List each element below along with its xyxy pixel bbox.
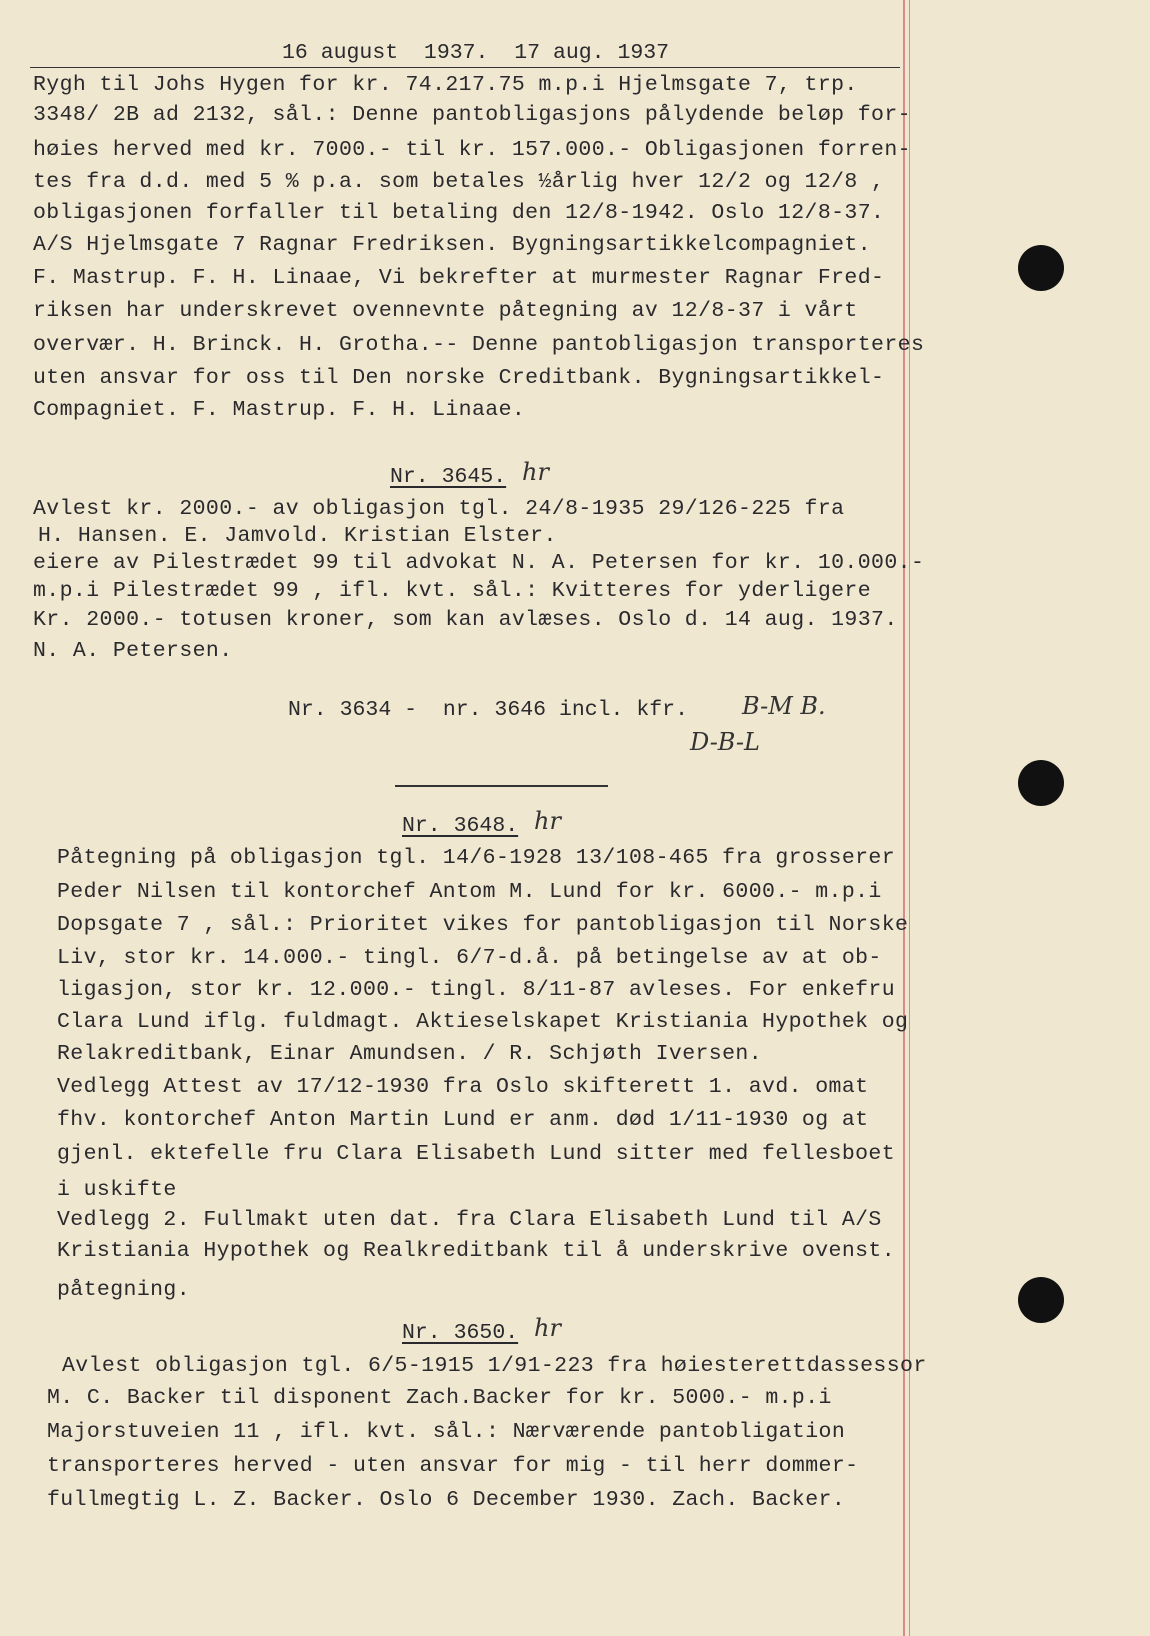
- text-line: Clara Lund iflg. fuldmagt. Aktieselskapet Kristiania Hypothek og: [57, 1010, 909, 1034]
- text-line: riksen har underskrevet ovennevnte påtegning av 12/8-37 i vårt: [33, 299, 858, 323]
- text-line: overvær. H. Brinck. H. Grotha.-- Denne pantobligasjon transporteres: [33, 333, 925, 357]
- text-line: Peder Nilsen til kontorchef Antom M. Lund for kr. 6000.- m.p.i: [57, 880, 882, 904]
- text-line: Relakreditbank, Einar Amundsen. / R. Schjøth Iversen.: [57, 1042, 763, 1066]
- text-line: Compagniet. F. Mastrup. F. H. Linaae.: [33, 398, 526, 422]
- separator-rule: [395, 785, 608, 787]
- text-line: ligasjon, stor kr. 12.000.- tingl. 8/11-87 avleses. For enkefru: [57, 978, 896, 1002]
- margin-line: [909, 0, 910, 1636]
- text-line: Rygh til Johs Hygen for kr. 74.217.75 m.p.i Hjelmsgate 7, trp.: [33, 73, 858, 97]
- punch-hole: [1018, 1277, 1064, 1323]
- handwritten-signature: B-M B.: [742, 692, 826, 720]
- text-line: Vedlegg 2. Fullmakt uten dat. fra Clara Elisabeth Lund til A/S: [57, 1208, 882, 1232]
- handwritten-initials: hr: [522, 458, 549, 486]
- entry-number-3648: Nr. 3648.: [402, 814, 519, 838]
- text-line: påtegning.: [57, 1278, 191, 1302]
- text-line: Kristiania Hypothek og Realkreditbank til å underskrive ovenst.: [57, 1239, 896, 1263]
- text-line: fullmegtig L. Z. Backer. Oslo 6 December 1930. Zach. Backer.: [47, 1488, 846, 1512]
- text-line: eiere av Pilestrædet 99 til advokat N. A. Petersen for kr. 10.000.-: [33, 551, 925, 575]
- text-line: A/S Hjelmsgate 7 Ragnar Fredriksen. Bygningsartikkelcompagniet.: [33, 233, 872, 257]
- text-line: gjenl. ektefelle fru Clara Elisabeth Lund sitter med fellesboet: [57, 1142, 896, 1166]
- text-line: tes fra d.d. med 5 % p.a. som betales ½årlig hver 12/2 og 12/8 ,: [33, 170, 885, 194]
- entry-number-3650: Nr. 3650.: [402, 1321, 519, 1345]
- punch-hole: [1018, 760, 1064, 806]
- text-line: Liv, stor kr. 14.000.- tingl. 6/7-d.å. på betingelse av at ob-: [57, 946, 882, 970]
- text-line: i uskifte: [57, 1178, 177, 1202]
- text-line: 3348/ 2B ad 2132, sål.: Denne pantobligasjons pålydende beløp for-: [33, 103, 911, 127]
- text-line: Majorstuveien 11 , ifl. kvt. sål.: Nærværende pantobligation: [47, 1420, 846, 1444]
- text-line: M. C. Backer til disponent Zach.Backer for kr. 5000.- m.p.i: [47, 1386, 832, 1410]
- handwritten-initials: hr: [534, 807, 561, 835]
- text-line: Vedlegg Attest av 17/12-1930 fra Oslo skifterett 1. avd. omat: [57, 1075, 869, 1099]
- text-line: H. Hansen. E. Jamvold. Kristian Elster.: [38, 524, 557, 548]
- entry-number-3645: Nr. 3645.: [390, 465, 507, 489]
- text-line: høies herved med kr. 7000.- til kr. 157.000.- Obligasjonen forren-: [33, 138, 911, 162]
- text-line: F. Mastrup. F. H. Linaae, Vi bekrefter at murmester Ragnar Fred-: [33, 266, 885, 290]
- text-line: obligasjonen forfaller til betaling den 12/8-1942. Oslo 12/8-37.: [33, 201, 885, 225]
- text-line: fhv. kontorchef Anton Martin Lund er anm. død 1/11-1930 og at: [57, 1108, 869, 1132]
- text-line: m.p.i Pilestrædet 99 , ifl. kvt. sål.: Kvitteres for yderligere: [33, 579, 872, 603]
- text-line: Avlest kr. 2000.- av obligasjon tgl. 24/8-1935 29/126-225 fra: [33, 497, 845, 521]
- header-rule: [30, 67, 900, 68]
- punch-hole: [1018, 245, 1064, 291]
- text-line: Avlest obligasjon tgl. 6/5-1915 1/91-223 fra høiesterettdassessor: [62, 1354, 927, 1378]
- handwritten-signature: D-B-L: [690, 728, 760, 756]
- page-header-date: 16 august 1937. 17 aug. 1937: [282, 41, 670, 65]
- entry-range: Nr. 3634 - nr. 3646 incl. kfr.: [288, 698, 688, 722]
- text-line: Kr. 2000.- totusen kroner, som kan avlæses. Oslo d. 14 aug. 1937.: [33, 608, 898, 632]
- text-line: Påtegning på obligasjon tgl. 14/6-1928 13/108-465 fra grosserer: [57, 846, 896, 870]
- text-line: uten ansvar for oss til Den norske Creditbank. Bygningsartikkel-: [33, 366, 885, 390]
- text-line: Dopsgate 7 , sål.: Prioritet vikes for pantobligasjon til Norske: [57, 913, 909, 937]
- margin-line: [903, 0, 905, 1636]
- text-line: transporteres herved - uten ansvar for mig - til herr dommer-: [47, 1454, 859, 1478]
- text-line: N. A. Petersen.: [33, 639, 233, 663]
- handwritten-initials: hr: [534, 1314, 561, 1342]
